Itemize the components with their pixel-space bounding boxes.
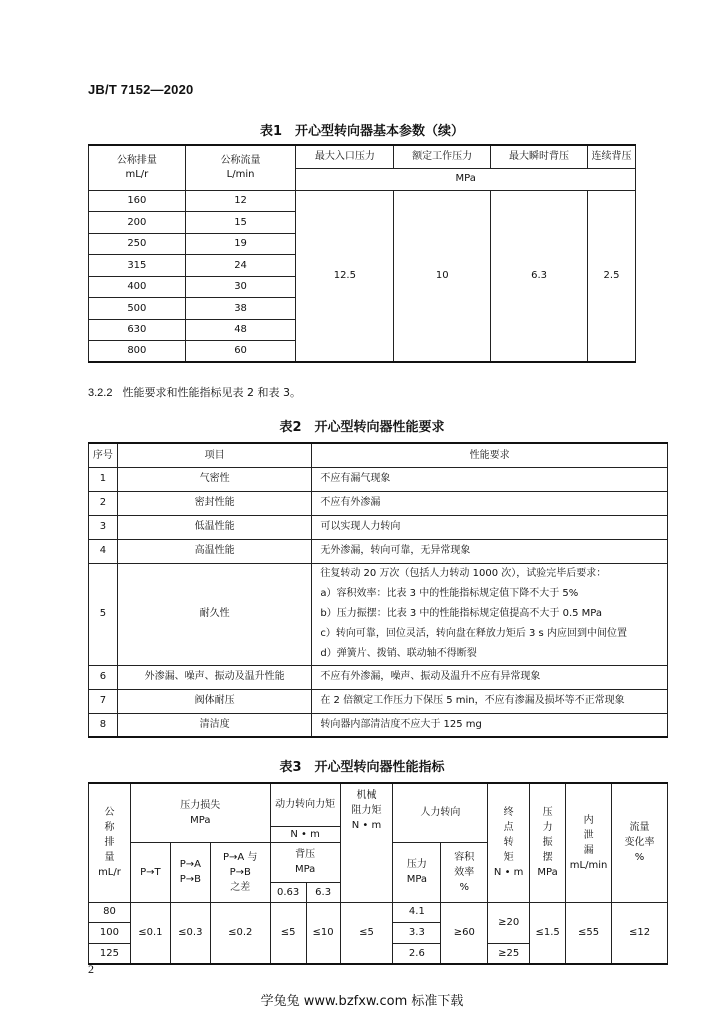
t1-cell: 38 xyxy=(185,298,296,320)
t1-cell: 60 xyxy=(185,341,296,363)
t2-no: 2 xyxy=(89,491,118,515)
t1-header-max-inlet: 最大入口压力 xyxy=(296,145,394,168)
t3-displacement: 80 xyxy=(89,902,131,922)
t3-pt-value: ≤0.1 xyxy=(130,902,170,964)
t2-item: 气密性 xyxy=(117,467,312,491)
t3-header-back-pressure: 背压 MPa xyxy=(270,842,340,882)
t2-req: 无外渗漏，转向可靠，无异常现象 xyxy=(312,539,668,563)
t3-header-displacement: 公 称 排 量 mL/r xyxy=(89,783,131,902)
t1-cell: 160 xyxy=(89,190,186,212)
t3-header-flow-variation: 流量 变化率 % xyxy=(612,783,668,902)
t1-header-cont-back: 连续背压 xyxy=(587,145,635,168)
t2-req: 不应有漏气现象 xyxy=(312,467,668,491)
t1-cell: 24 xyxy=(185,255,296,277)
t2-header-no: 序号 xyxy=(89,443,118,467)
t3-header-manual: 人力转向 xyxy=(393,783,488,842)
t2-no: 5 xyxy=(89,563,118,665)
t2-no: 1 xyxy=(89,467,118,491)
t2-req: 在 2 倍额定工作压力下保压 5 min，不应有渗漏及损坏等不正常现象 xyxy=(312,689,668,713)
t2-req-line: c）转向可靠，回位灵活，转向盘在释放力矩后 3 s 内应回到中间位置 xyxy=(320,628,627,639)
t3-pressure-value: 4.1 xyxy=(393,902,441,922)
t1-cell: 12 xyxy=(185,190,296,212)
t1-header-rated: 额定工作压力 xyxy=(394,145,491,168)
t3-header-mech-torque: 机械 阻力矩 N • m xyxy=(340,783,393,902)
t2-header-item: 项目 xyxy=(117,443,312,467)
t3-header-pdiff: P→A 与 P→B 之差 xyxy=(210,842,270,902)
t2-req-line: d）弹簧片、拨销、联动轴不得断裂 xyxy=(320,648,477,659)
t3-mech-value: ≤5 xyxy=(340,902,393,964)
t3-displacement: 125 xyxy=(89,943,131,964)
t1-cell: 800 xyxy=(89,341,186,363)
t3-displacement: 100 xyxy=(89,922,131,943)
t3-back1-value: ≤5 xyxy=(270,902,306,964)
paragraph-text: 性能要求和性能指标见表 2 和表 3。 xyxy=(122,386,301,399)
footer-watermark: 学兔兔 www.bzfxw.com 标准下载 xyxy=(260,994,464,1009)
t1-cell: 500 xyxy=(89,298,186,320)
t3-header-pressure-loss: 压力损失 MPa xyxy=(130,783,270,842)
table1-caption: 表1 开心型转向器基本参数（续） xyxy=(259,124,465,139)
paragraph-number: 3.2.2 xyxy=(88,387,113,399)
table2-caption: 表2 开心型转向器性能要求 xyxy=(279,420,445,435)
t1-cell: 30 xyxy=(185,276,296,298)
standard-code: JB/T 7152—2020 xyxy=(88,82,194,97)
t3-pa-value: ≤0.3 xyxy=(170,902,210,964)
t1-cell: 630 xyxy=(89,319,186,341)
t3-flowvar-value: ≤12 xyxy=(612,902,668,964)
t1-max-back-value: 6.3 xyxy=(491,190,588,362)
t2-req: 转向器内部清洁度不应大于 125 mg xyxy=(312,713,668,737)
t3-pressure-value: 3.3 xyxy=(393,922,441,943)
t3-back2-value: ≤10 xyxy=(306,902,340,964)
t2-req-line: 往复转动 20 万次（包括人力转动 1000 次），试验完毕后要求： xyxy=(320,568,607,579)
t1-header-displacement: 公称排量 mL/r xyxy=(89,145,186,190)
t3-header-pressure-swing: 压 力 振 摆 MPa xyxy=(530,783,566,902)
t2-req-line: a）容积效率：比表 3 中的性能指标规定值下降不大于 5% xyxy=(320,588,579,599)
t2-no: 7 xyxy=(89,689,118,713)
t1-cell: 250 xyxy=(89,233,186,255)
t1-cell: 315 xyxy=(89,255,186,277)
t2-req: 不应有外渗漏 xyxy=(312,491,668,515)
t2-item: 密封性能 xyxy=(117,491,312,515)
t3-leak-value: ≤55 xyxy=(566,902,612,964)
t3-pressure-value: 2.6 xyxy=(393,943,441,964)
t3-pswing-value: ≤1.5 xyxy=(530,902,566,964)
t3-header-efficiency: 容积 效率 % xyxy=(441,842,488,902)
t1-cell: 200 xyxy=(89,212,186,234)
t3-header-end-torque: 终 点 转 矩 N • m xyxy=(488,783,530,902)
t3-header-back-063: 0.63 xyxy=(270,882,306,902)
t1-cell: 19 xyxy=(185,233,296,255)
table3 xyxy=(88,782,668,965)
t3-header-manual-pressure: 压力 MPa xyxy=(393,842,441,902)
page-number: 2 xyxy=(88,962,94,976)
t2-no: 6 xyxy=(89,665,118,689)
table2 xyxy=(88,442,668,738)
table3-caption: 表3 开心型转向器性能指标 xyxy=(279,760,445,775)
t1-unit-mpa: MPa xyxy=(296,168,636,190)
t2-item: 阀体耐压 xyxy=(117,689,312,713)
t2-no: 3 xyxy=(89,515,118,539)
t3-header-back-63: 6.3 xyxy=(306,882,340,902)
t3-header-dynamic-torque: 动力转向力矩 xyxy=(270,783,340,826)
paragraph-3-2-2 xyxy=(88,384,301,400)
t2-req-durability xyxy=(312,563,668,665)
t3-eff-value: ≥60 xyxy=(441,902,488,964)
t2-item: 耐久性 xyxy=(117,563,312,665)
t2-req-line: b）压力振摆：比表 3 中的性能指标规定值提高不大于 0.5 MPa xyxy=(320,608,603,619)
t3-header-dyn-unit: N • m xyxy=(270,826,340,842)
t1-cont-back-value: 2.5 xyxy=(587,190,635,362)
t2-req: 不应有外渗漏，噪声、振动及温升不应有异常现象 xyxy=(312,665,668,689)
t1-cell: 400 xyxy=(89,276,186,298)
table1 xyxy=(88,144,636,363)
t2-item: 高温性能 xyxy=(117,539,312,563)
t2-no: 8 xyxy=(89,713,118,737)
t3-end-value-1: ≥20 xyxy=(488,902,530,943)
t1-header-flow: 公称流量 L/min xyxy=(185,145,296,190)
t1-cell: 48 xyxy=(185,319,296,341)
t3-header-pa-pb: P→A P→B xyxy=(170,842,210,902)
t1-cell: 15 xyxy=(185,212,296,234)
t2-item: 低温性能 xyxy=(117,515,312,539)
t1-rated-value: 10 xyxy=(394,190,491,362)
t2-item: 外渗漏、噪声、振动及温升性能 xyxy=(117,665,312,689)
t2-req: 可以实现人力转向 xyxy=(312,515,668,539)
t1-header-max-back: 最大瞬时背压 xyxy=(491,145,588,168)
t3-header-pt: P→T xyxy=(130,842,170,902)
t2-no: 4 xyxy=(89,539,118,563)
t2-item: 清洁度 xyxy=(117,713,312,737)
t3-header-leakage: 内 泄 漏 mL/min xyxy=(566,783,612,902)
t1-max-inlet-value: 12.5 xyxy=(296,190,394,362)
t3-end-value-2: ≥25 xyxy=(488,943,530,964)
t2-header-req: 性能要求 xyxy=(312,443,668,467)
t3-pdiff-value: ≤0.2 xyxy=(210,902,270,964)
